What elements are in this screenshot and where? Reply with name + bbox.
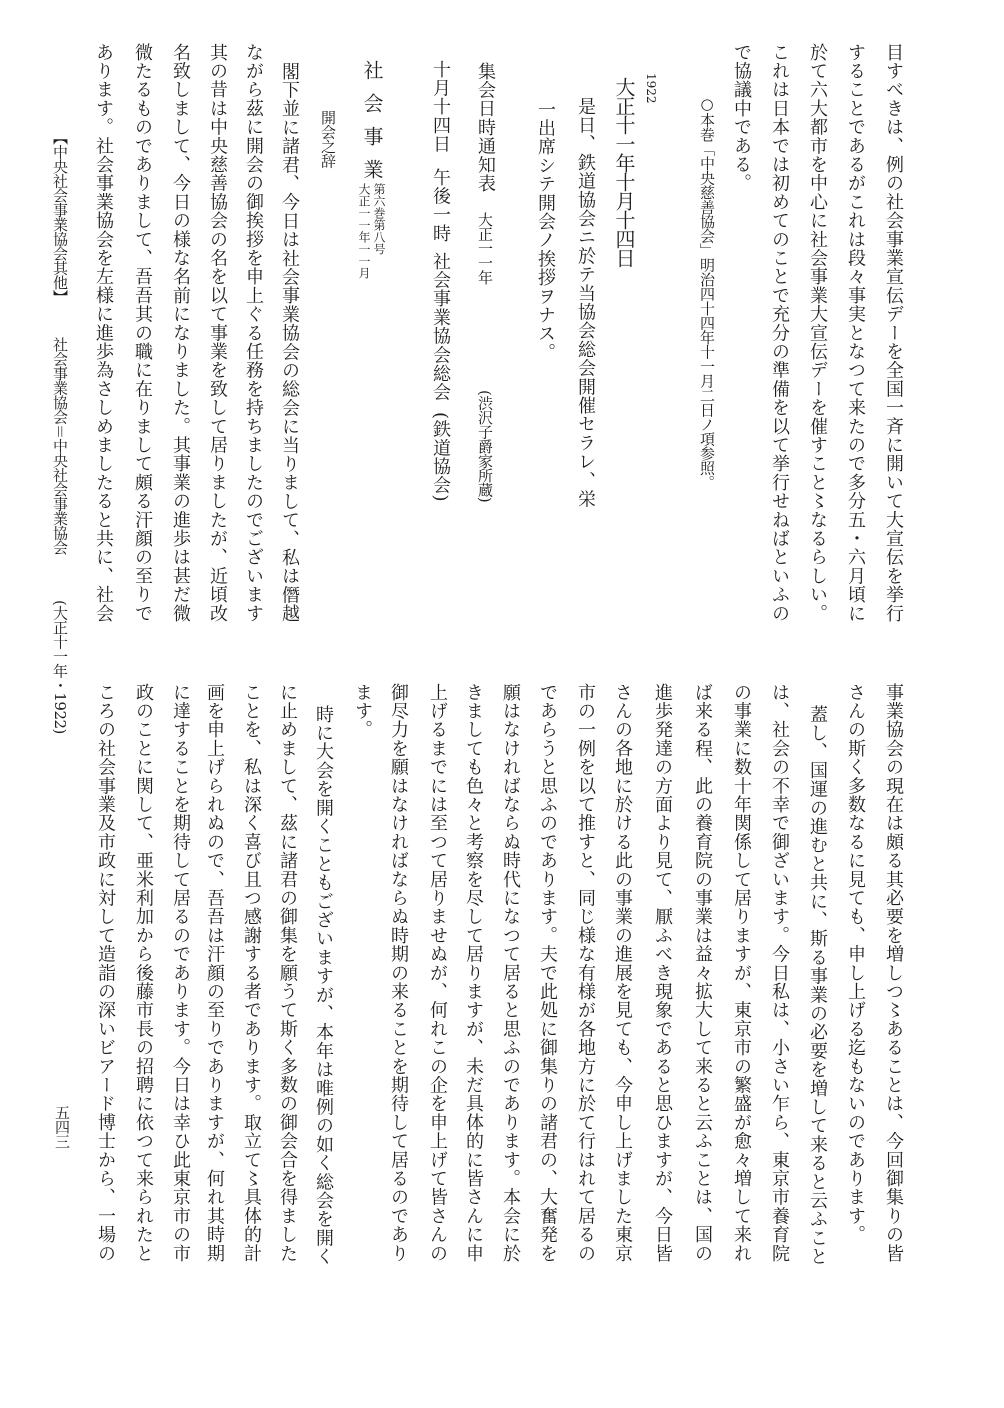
- speech-text-column: であらうと思ふのであります。夫で此処に御集りの諸君の、大奮発を: [537, 683, 558, 1263]
- body-text-column: 目すべきは、例の社会事業宣伝デーを全国一斉に開いて大宣伝を挙行: [883, 43, 904, 623]
- speech-text-column: 御尽力を願はなければならぬ時期の来ることを期待して居るのであり: [388, 683, 409, 1263]
- page-number: 五四三: [53, 1105, 71, 1149]
- speech-text-column: さんの斯く多数なるに見ても、申し上げる迄もないのであります。: [845, 683, 866, 1244]
- entry-date-heading: 大正十一年十月十四日: [612, 77, 636, 267]
- notice-venue: (鉄道協会): [430, 412, 451, 503]
- speech-text-column: は、社会の不幸で御ざいます。今日私は、小さい乍ら、東京市養育院: [769, 683, 790, 1263]
- notice-date: 十月十四日: [430, 60, 451, 154]
- running-head-subject: 社会事業協会＝中央社会事業協会: [51, 337, 69, 555]
- speech-text-column: 画を申上げられぬので、吾吾は汗顔の至りでありますが、何れ其時期: [204, 683, 225, 1263]
- speech-text-column: 其の昔は中央慈善協会の名を以て事業を致して居りましたが、近頃改: [207, 43, 228, 623]
- speech-text-column: 上げるまでには至つて居りませぬが、何れこの企を申上げて皆さんの: [427, 683, 448, 1263]
- speech-text-column: 名致しまして、今日の様な名前になりました。其事業の進歩は甚だ微: [170, 43, 191, 623]
- speech-text-column: に達することを期待して居るのであります。今日は幸ひ此東京市の市: [170, 683, 191, 1263]
- speech-text-column: ことを、私は深く喜び且つ感謝する者であります。取立て〻具体的計: [241, 683, 262, 1263]
- speech-text-column: 進歩発達の方面より見て、厭ふべき現象であると思ひますが、今日皆: [652, 683, 673, 1263]
- speech-text-column: さんの各地に於ける此の事業の進展を見ても、今申し上げました東京: [612, 683, 633, 1263]
- speech-text-column: 蓋し、国運の進むと共に、斯る事業の必要を増して来ると云ふこと: [807, 705, 828, 1266]
- speech-text-column: きましても色々と考察を尽して居りますが、未だ具体的に皆さんに申: [463, 683, 484, 1263]
- notice-time: 午後一時: [430, 168, 451, 243]
- notice-year: 大正一一年: [476, 212, 494, 285]
- reference-note: ○本巻「中央慈善協会」明治四十四年十一月二日ノ項参照。: [698, 95, 716, 490]
- speech-text-column: 政のことに関して、亜米利加から後藤市長の招聘に依つて来られたと: [133, 683, 154, 1263]
- entry-year: 1922: [644, 73, 658, 104]
- entry-text: 一出席シテ開会ノ挨拶ヲナス。: [535, 100, 556, 362]
- speech-text-column: 閣下並に諸君、今日は社会事業協会の総会に当りまして、私は僭越: [279, 62, 300, 623]
- running-head-category: 【中央社会事業協会其他】: [51, 130, 69, 304]
- speech-text-column: ころの社会事業及市政に対して造詣の深いビアード博士から、一場の: [95, 683, 116, 1263]
- speech-text-column: ながら茲に開会の御挨拶を申上ぐる任務を持ちましたのでございます: [243, 43, 264, 623]
- journal-volume: 第六巻第八号: [372, 183, 386, 255]
- speech-text-column: ば来る程、此の養育院の事業は益々拡大して来ると云ふことは、国の: [692, 683, 713, 1263]
- speech-text-column: あります。社会事業協会を左様に進歩為さしめましたると共に、社会: [93, 43, 114, 623]
- speech-title: 開会之辞: [319, 110, 337, 168]
- entry-text: 是日、鉄道協会ニ於テ当協会総会開催セラレ、栄: [575, 97, 596, 509]
- journal-title: 社会事業: [360, 60, 384, 192]
- body-text-column: 於て六大都市を中心に社会事業大宣伝デーを催すこと〻なるらしい。: [807, 43, 828, 623]
- body-text-column: することであるがこれは段々事実となつて来たので多分五・六月頃に: [845, 43, 866, 623]
- speech-text-column: 事業協会の現在は頗る其必要を増しつ〻あることは、今回御集りの皆: [883, 683, 904, 1263]
- speech-text-column: 願はなければならぬ時代になつて居ると思ふのであります。本会に於: [500, 683, 521, 1263]
- speech-text-column: に止めまして、茲に諸君の御集を願うて斯く多数の御会合を得ました: [277, 683, 298, 1263]
- notice-event: 社会事業協会総会: [430, 252, 451, 402]
- notice-source: (渋沢子爵家所蔵): [476, 390, 494, 503]
- speech-text-column: 微たるものでありまして、吾吾其の職に在りまして頗る汗顔の至りで: [132, 43, 153, 623]
- speech-text-column: の事業に数十年関係して居りますが、東京市の繁盛が愈々増して来れ: [731, 683, 752, 1263]
- running-head-era: (大正十一年・1922): [51, 600, 69, 734]
- speech-text-column: ます。: [352, 683, 373, 740]
- body-text-column: これは日本では初めてのことで充分の準備を以て挙行せねばといふの: [769, 43, 790, 623]
- body-text-column: で協議中である。: [731, 43, 752, 193]
- notice-title: 集会日時通知表: [475, 62, 496, 193]
- journal-issue-date: 大正一一年一一月: [357, 183, 371, 279]
- speech-text-column: 市の一例を以て推すと、同じ様な有様が各地方に於て行はれて居るの: [575, 683, 596, 1263]
- speech-text-column: 時に大会を開くこともございますが、本年は唯例の如く総会を開く: [313, 705, 334, 1266]
